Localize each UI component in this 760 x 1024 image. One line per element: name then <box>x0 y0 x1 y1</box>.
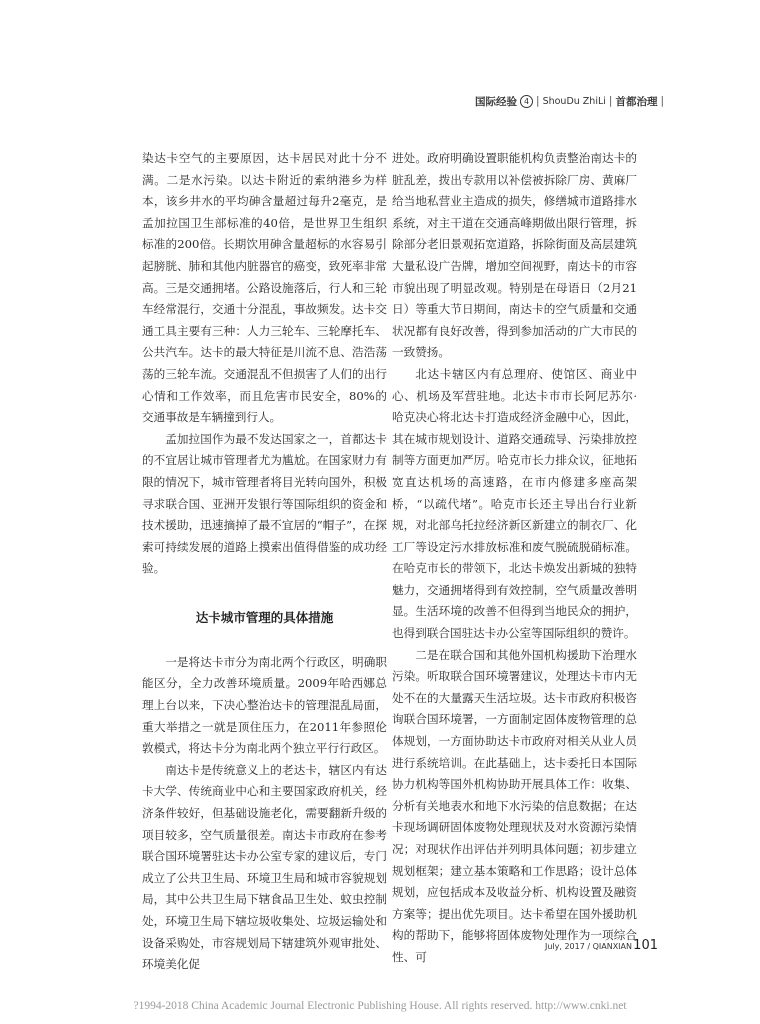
header-separator: | <box>660 95 664 107</box>
body-paragraph: 北达卡辖区内有总理府、使馆区、商业中心、机场及军营驻地。北达卡市市长阿尼苏尔·哈克决心将北达卡打造成经济金融中心，因此，其在城市规划设计、道路交通疏导、污染排放控制等方面更加严厉。哈克市长力排众议，征地拓宽直达机场的高速路，在市内修建多座高架桥，“以疏代堵”。哈克市长还主导出台行业新规，对北部乌托拉经济新区新建立的制衣厂、化工厂等设定污水排放标准和废气脱硫脱硝标准。在哈克市长的带领下，北达卡焕发出新城的独特魅力，交通拥堵得到有效控制，空气质量改善明显。生活环境的改善不但得到当地民众的拥护，也得到联合国驻达卡办公室等国际组织的赞许。 <box>392 366 637 641</box>
body-paragraph: 染达卡空气的主要原因，达卡居民对此十分不满。二是水污染。以达卡附近的索纳港乡为样本，该乡井水的平均砷含量超过每升2毫克，是孟加拉国卫生部标准的40倍，是世界卫生组织标准的200倍。长期饮用砷含量超标的水容易引起膀胱、肺和其他内脏器官的癌变，致死率非常高。三是交通拥堵。公路设施落后，行人和三轮车经常混行，交通十分混乱，事故频发。达卡交通工具主要有三种：人力三轮车、三轮摩托车、公共汽车。达卡的最大特征是川流不息、浩浩荡荡的三轮车流。交通混乱不但损害了人们的出行心情和工作效率，而且危害市民安全，80%的交通事故是车辆撞到行人。 <box>142 151 387 425</box>
right-column <box>392 148 637 969</box>
page-number: 101 <box>633 938 658 953</box>
running-header <box>475 93 664 109</box>
brand-english: ShouDu ZhiLi <box>542 95 606 107</box>
section-label: 国际经验 <box>475 95 518 108</box>
brand-chinese: 首都治理 <box>615 95 658 108</box>
copyright-watermark: ?1994-2018 China Academic Journal Electronic Publishing House. All rights reserved. http://www.cnki.net <box>133 1000 627 1012</box>
header-separator: | <box>608 95 613 107</box>
body-paragraph: 孟加拉国作为最不发达国家之一，首都达卡的不宜居让城市管理者尤为尴尬。在国家财力有限的情况下，城市管理者将目光转向国外，积极寻求联合国、亚洲开发银行等国际组织的资金和技术援助，迅速摘掉了最不宜居的“帽子”，在探索可持续发展的道路上摸索出值得借鉴的成功经验。 <box>142 431 387 576</box>
issue-footer: July, 2017 / QIANXIAN <box>544 942 632 951</box>
issue-circle-marker: 4 <box>520 95 533 108</box>
header-separator: | <box>536 95 540 107</box>
section-heading: 达卡城市管理的具体措施 <box>195 609 334 625</box>
body-paragraph: 进处。政府明确设置职能机构负责整治南达卡的脏乱差，拨出专款用以补偿被拆除厂房、黄麻厂给当地私营业主造成的损失，修缮城市道路排水系统，对主干道在交通高峰期做出限行管理，拆除部分老旧景观拓宽道路，拆除街面及高层建筑大量私设广告牌，增加空间视野，南达卡的市容市貌出现了明显改观。特别是在母语日（2月21日）等重大节日期间，南达卡的空气质量和交通状况都有良好改善，得到参加活动的广大市民的一致赞扬。 <box>392 151 637 360</box>
body-paragraph: 一是将达卡市分为南北两个行政区，明确职能区分，全力改善环境质量。2009年哈西娜总理上台以来，下决心整治达卡的管理混乱局面，重大举措之一就是顶住压力，在2011年参照伦敦模式，将达卡分为南北两个独立平行行政区。 <box>142 654 387 756</box>
body-paragraph: 南达卡是传统意义上的老达卡，辖区内有达卡大学、传统商业中心和主要国家政府机关，经济条件较好，但基础设施老化，需要翻新升级的项目较多，空气质量很差。南达卡市政府在参考联合国环境署驻达卡办公室专家的建议后，专门成立了公共卫生局、环境卫生局和城市容貌规划局，其中公共卫生局下辖食品卫生处、蚊虫控制处，环境卫生局下辖垃圾收集处、垃圾运输处和设备采购处，市容规划局下辖建筑外观审批处、环境美化促 <box>142 762 387 972</box>
body-paragraph: 二是在联合国和其他外国机构援助下治理水污染。听取联合国环境署建议，处理达卡市内无处不在的大量露天生活垃圾。达卡市政府积极咨询联合国环境署，一方面制定固体废物管理的总体规划，一方面协助达卡市政府对相关从业人员进行系统培训。在此基础上，达卡委托日本国际协力机构等国外机构协助开展具体工作：收集、分析有关地表水和地下水污染的信息数据；在达卡现场调研固体废物处理现状及对水资源污染情况；对现状作出评估并列明具体问题；初步建立规划框架；建立基本策略和工作思路；设计总体规划，应包括成本及收益分析、机构设置及融资方案等；提出优先项目。达卡希望在国外援助机构的帮助下，能够将固体废物处理作为一项综合性、可 <box>392 647 637 964</box>
left-column <box>142 148 387 976</box>
